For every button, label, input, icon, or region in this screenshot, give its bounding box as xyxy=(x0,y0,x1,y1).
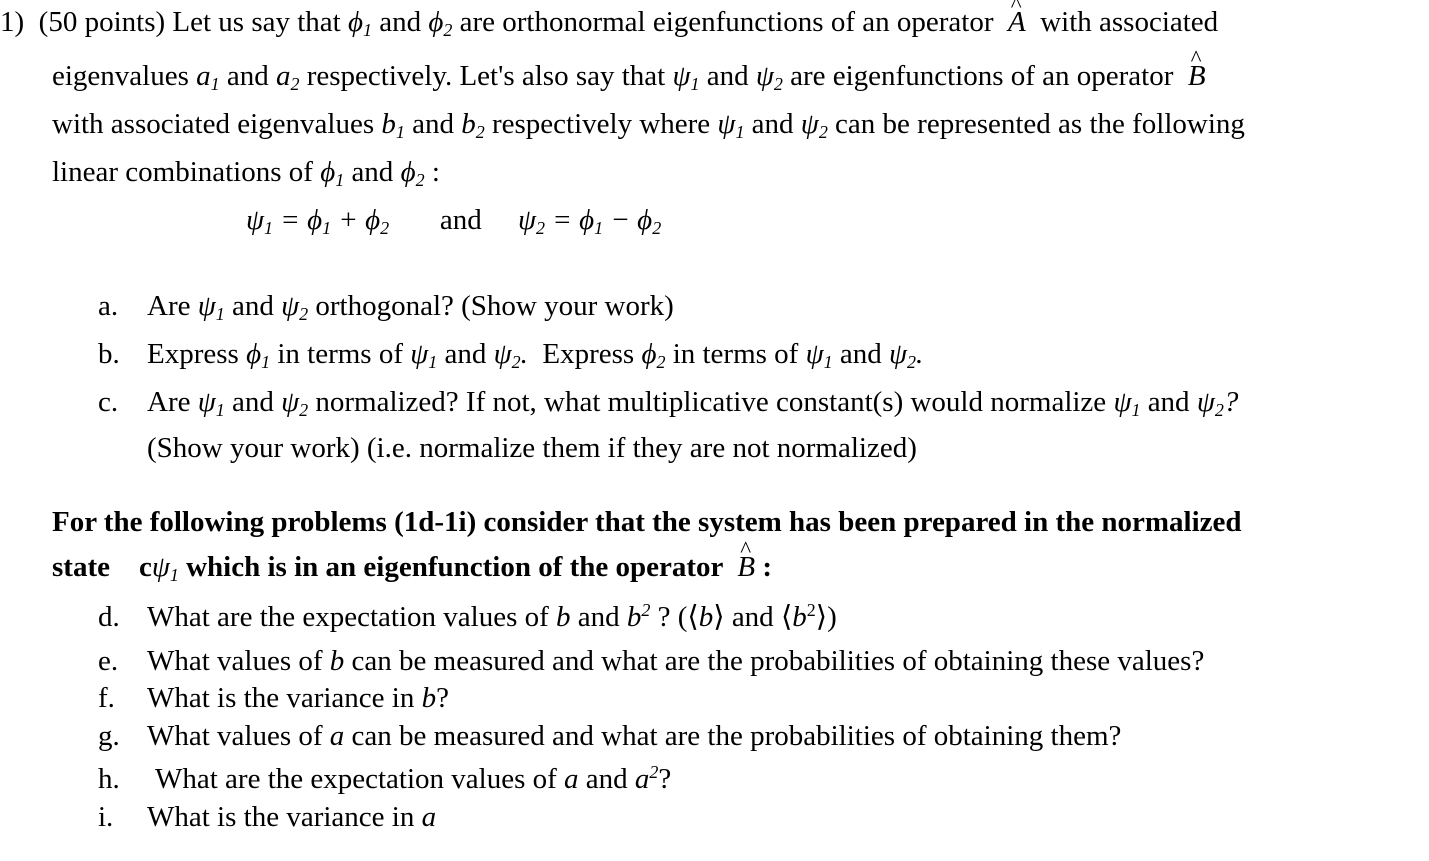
problem-line-3 xyxy=(52,108,1245,143)
phi1: $\phi_1$ xyxy=(347,6,372,41)
part-d-label: d. xyxy=(98,601,120,633)
psi1: $\psi_1$ xyxy=(672,60,700,95)
text: Are xyxy=(147,290,191,322)
following-line-2: state $c\psi_1$ which is in an eigenfunction of the operator ^ B : xyxy=(52,553,772,582)
psi2: $\psi_2$ xyxy=(281,290,309,325)
part-a xyxy=(147,290,674,325)
text: Let us say that xyxy=(172,6,341,38)
text: and xyxy=(577,601,620,633)
text: with associated xyxy=(1040,6,1219,38)
text: are orthonormal eigenfunctions of an operator xyxy=(459,6,994,38)
psi1: $\psi_1$ xyxy=(197,386,225,421)
equation-psi1: $\psi_1 = \phi_1 + \phi_2$ xyxy=(246,204,390,239)
part-h: What are the expectation values of a and $a^2$? xyxy=(155,762,672,795)
text: normalized? If not, what multiplicative constant(s) would normalize xyxy=(315,386,1107,418)
psi1: $\psi_1$ xyxy=(197,290,225,325)
text: and xyxy=(379,6,422,38)
text: : xyxy=(431,156,440,188)
text: What values of xyxy=(147,645,323,677)
psi1: $\psi_1$ xyxy=(1113,386,1141,421)
phi1: $\phi_1$ xyxy=(320,156,345,191)
text: What values of xyxy=(147,720,323,752)
part-c xyxy=(147,386,1239,421)
psi2: $\psi_2$. xyxy=(888,338,924,373)
psi2: $\psi_2$ xyxy=(755,60,783,95)
part-e-label: e. xyxy=(98,645,119,677)
psi1: $\psi_1$ xyxy=(717,108,745,143)
text: and xyxy=(839,338,882,370)
text: What are the expectation values of xyxy=(147,601,549,633)
part-c-cont: (Show your work) (i.e. normalize them if they are not normalized) xyxy=(147,432,917,464)
psi1: $\psi_1$ xyxy=(410,338,438,373)
b2: $b_2$ xyxy=(461,108,485,143)
part-c-label: c. xyxy=(98,386,119,418)
problem-number: 1) xyxy=(0,6,25,38)
var-b: b xyxy=(329,645,345,677)
text: Are xyxy=(147,386,191,418)
text: can be measured and what are the probabilities of obtaining them? xyxy=(351,720,1122,752)
operator-a-hat: ^ A xyxy=(1008,8,1026,37)
part-e xyxy=(147,647,1204,676)
text: What is the variance in xyxy=(147,682,415,714)
text: Express xyxy=(147,338,239,370)
text: orthogonal? (Show your work) xyxy=(315,290,674,322)
text: respectively. Let's also say that xyxy=(306,60,666,92)
psi2: $\psi_2$. xyxy=(493,338,528,373)
equation-psi2: $\psi_2 = \phi_1 - \phi_2$ xyxy=(518,204,662,239)
a2: $a_2$ xyxy=(276,60,300,95)
text: are eigenfunctions of an operator xyxy=(790,60,1174,92)
part-a-label: a. xyxy=(98,290,119,322)
problem-line-2 xyxy=(52,60,1206,95)
part-d: What are the expectation values of b and $b^2$ ? (⟨b⟩ and $⟨b^2⟩$) xyxy=(147,600,837,633)
b1: $b_1$ xyxy=(381,108,405,143)
text: and xyxy=(585,763,628,795)
text: and xyxy=(412,108,454,140)
text: and xyxy=(351,156,394,188)
psi2: $\psi_2$ xyxy=(800,108,828,143)
part-i-label: i. xyxy=(98,801,114,833)
text: and xyxy=(231,290,274,322)
text: with associated eigenvalues xyxy=(52,108,375,140)
equation-line xyxy=(246,204,662,239)
var-b: b xyxy=(556,601,571,633)
phi2: $\phi_2$ xyxy=(641,338,666,373)
text: which is in an eigenfunction of the operator xyxy=(186,551,723,583)
operator-b-hat: ^ B xyxy=(737,553,755,582)
var-a: a xyxy=(421,801,437,833)
part-g xyxy=(147,722,1121,751)
text: eigenvalues xyxy=(52,60,189,92)
text: linear combinations of xyxy=(52,156,313,188)
psi1: $\psi_1$ xyxy=(805,338,833,373)
a1: $a_1$ xyxy=(196,60,220,95)
text: can be represented as the following xyxy=(835,108,1245,140)
following-line-1: For the following problems (1d-1i) consider that the system has been prepared in the normalized xyxy=(52,506,1242,538)
operator-b-hat: ^ B xyxy=(1188,62,1206,91)
var-b-squared: $b^2$ xyxy=(626,600,651,633)
var-b: b xyxy=(421,682,437,714)
problem-points: (50 points) xyxy=(38,6,166,38)
text: and xyxy=(231,386,274,418)
text: What is the variance in xyxy=(147,801,415,833)
text: respectively where xyxy=(491,108,711,140)
part-b-label: b. xyxy=(98,338,120,370)
problem-line-1 xyxy=(0,6,1219,41)
part-b xyxy=(147,338,924,373)
text: state xyxy=(52,551,110,583)
text: can be measured and what are the probabilities of obtaining these values? xyxy=(351,645,1205,677)
problem-line-4 xyxy=(52,156,440,191)
text: in terms of xyxy=(277,338,403,370)
phi2: $\phi_2$ xyxy=(400,156,425,191)
part-i xyxy=(147,803,436,832)
phi2: $\phi_2$ xyxy=(428,6,453,41)
phi1: $\phi_1$ xyxy=(246,338,271,373)
var-a: a xyxy=(329,720,345,752)
text: What are the expectation values of xyxy=(155,763,557,795)
part-f: What is the variance in b? xyxy=(147,682,449,714)
part-g-label: g. xyxy=(98,720,120,752)
psi2: $\psi_2$? xyxy=(1196,386,1239,421)
var-a-squared: $a^2$ xyxy=(634,762,659,795)
part-h-label: h. xyxy=(98,763,120,795)
text: and xyxy=(1147,386,1190,418)
text: and xyxy=(226,60,269,92)
text: and xyxy=(751,108,794,140)
text: and xyxy=(731,601,774,633)
part-f-label: f. xyxy=(98,682,115,714)
state-c-psi1: $c\psi_1$ xyxy=(138,551,179,586)
psi2: $\psi_2$ xyxy=(281,386,309,421)
text: and xyxy=(706,60,749,92)
var-a: a xyxy=(564,763,579,795)
text: in terms of xyxy=(672,338,799,370)
text: and xyxy=(444,338,487,370)
text: Express xyxy=(542,338,635,370)
equation-and: and xyxy=(439,204,482,236)
